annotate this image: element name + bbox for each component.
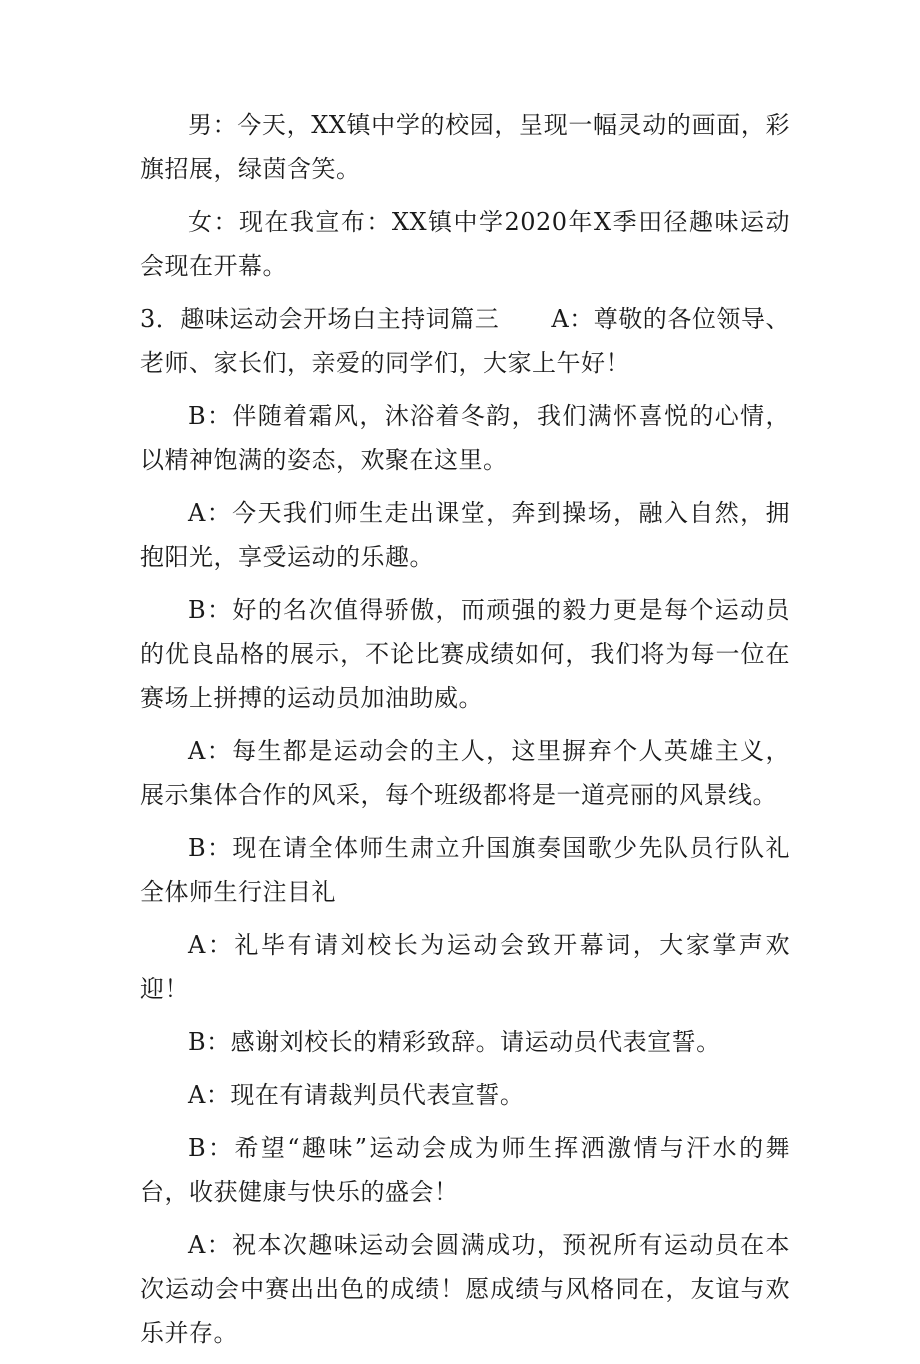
dialogue-line: A：今天我们师生走出课堂，奔到操场，融入自然，拥抱阳光，享受运动的乐趣。 [140,499,790,571]
paragraph-opening-male: 男：今天，XX镇中学的校园，呈现一幅灵动的画面，彩旗招展，绿茵含笑。 [140,111,790,183]
dialogue-line: B：现在请全体师生肃立升国旗奏国歌少先队员行队礼全体师生行注目礼 [140,834,790,906]
section-heading [140,297,790,385]
dialogue-line: B：伴随着霜风，沐浴着冬韵，我们满怀喜悦的心情，以精神饱满的姿态，欢聚在这里。 [140,402,790,474]
dialogue-line: B：感谢刘校长的精彩致辞。请运动员代表宣誓。 [188,1028,721,1056]
section-title: 趣味运动会开场白主持词篇三 [180,305,500,333]
dialogue-line: A：现在有请裁判员代表宣誓。 [188,1081,525,1109]
dialogue-line: A：每生都是运动会的主人，这里摒弃个人英雄主义，展示集体合作的风采，每个班级都将是一道亮丽的风景线。 [140,737,790,809]
dialogue-line: B：好的名次值得骄傲，而顽强的毅力更是每个运动员的优良品格的展示，不论比赛成绩如何，我们将为每一位在赛场上拼搏的运动员加油助威。 [140,596,790,712]
paragraph-opening-female: 女：现在我宣布：XX镇中学2020年X季田径趣味运动会现在开幕。 [140,208,790,280]
section-first-line: A：尊敬的各位领导、老师、家长们，亲爱的同学们，大家上午好！ [140,305,790,377]
dialogue-line: A：祝本次趣味运动会圆满成功，预祝所有运动员在本次运动会中赛出出色的成绩！愿成绩与风格同在，友谊与欢乐并存。 [140,1231,790,1347]
document-body [140,103,790,1364]
section-number: 3． [140,305,181,333]
dialogue-line: B：希望“趣味”运动会成为师生挥洒激情与汗水的舞台，收获健康与快乐的盛会！ [140,1134,790,1206]
dialogue-line: A：礼毕有请刘校长为运动会致开幕词，大家掌声欢迎！ [140,931,790,1003]
